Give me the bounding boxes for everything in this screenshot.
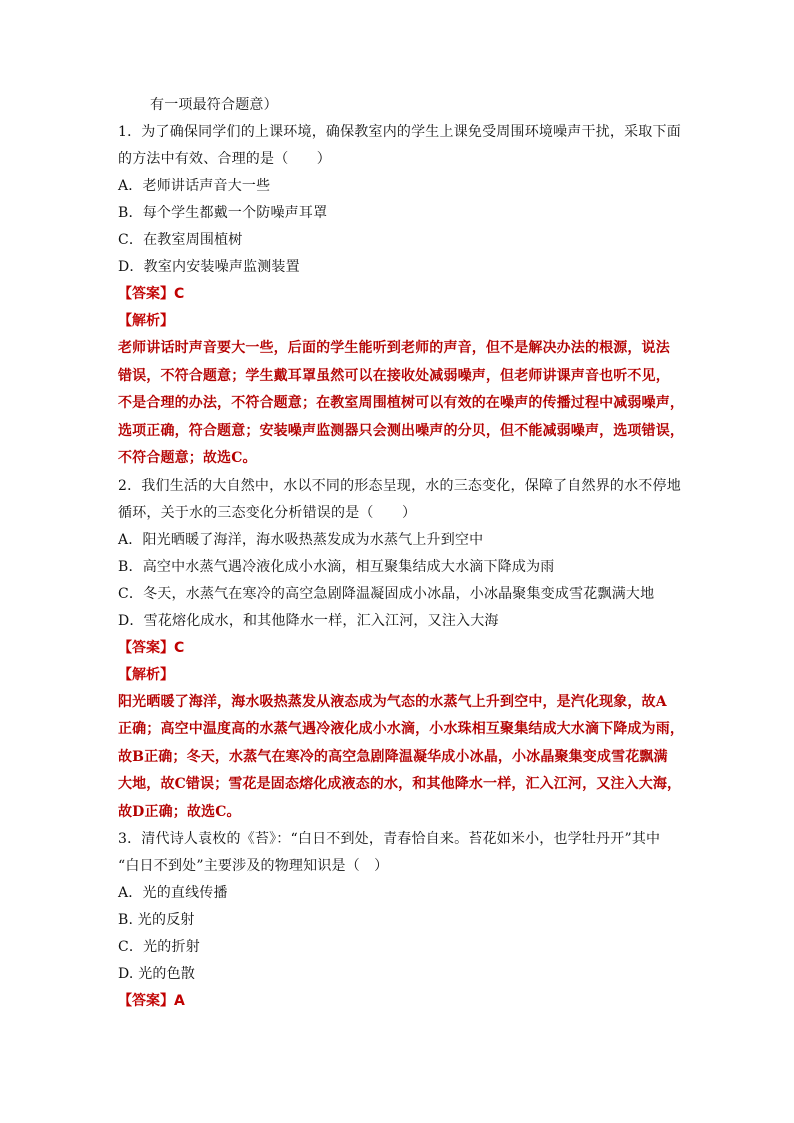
answer-value: A <box>174 993 185 1009</box>
answer-label: 【答案】 <box>118 639 174 656</box>
analysis-line: 选项正确，符合题意；安装噪声监测器只会测出噪声的分贝，但不能减弱噪声，选项错误， <box>118 422 684 439</box>
option-a: A．老师讲话声音大一些 <box>118 178 271 194</box>
answer-value: C <box>174 639 185 656</box>
question-stem-line: 2．我们生活的大自然中，水以不同的形态呈现，水的三态变化，保障了自然界的水不停地 <box>118 477 681 494</box>
section-intro: 有一项最符合题意） <box>150 97 278 113</box>
option-d: D．雪花熔化成水，和其他降水一样，汇入江河，又注入大海 <box>118 612 499 629</box>
analysis-line: 不符合题意；故选C。 <box>118 450 257 466</box>
question-3 <box>118 826 688 1015</box>
option-b: B．每个学生都戴一个防噪声耳罩 <box>118 205 328 221</box>
analysis-line: 阳光晒暖了海洋，海水吸热蒸发从液态成为气态的水蒸气上升到空中，是汽化现象，故A <box>118 693 667 710</box>
analysis-line: 故D正确；故选C。 <box>118 803 241 820</box>
answer-label: 【答案】 <box>118 993 174 1009</box>
question-stem-line: 1．为了确保同学们的上课环境，确保教室内的学生上课免受周围环境噪声干扰，采取下面 <box>118 124 681 140</box>
answer-value: C <box>174 286 185 302</box>
question-stem-line: “白日不到处”主要涉及的物理知识是（ ） <box>118 858 389 874</box>
answer-row <box>118 988 688 1015</box>
question-stem-line: 的方法中有效、合理的是（ ） <box>118 151 331 167</box>
document-content <box>118 92 688 1015</box>
analysis-line: 老师讲话时声音要大一些，后面的学生能听到老师的声音，但不是解决办法的根源，说法 <box>118 340 670 356</box>
answer-row <box>118 281 688 308</box>
option-a: A．阳光晒暖了海洋，海水吸热蒸发成为水蒸气上升到空中 <box>118 531 484 548</box>
option-c: C．在教室周围植树 <box>118 232 243 248</box>
option-b: B．高空中水蒸气遇冷液化成小水滴，相互聚集结成大水滴下降成为雨 <box>118 558 555 575</box>
analysis-line: 不是合理的办法，不符合题意；在教室周围植树可以有效的在噪声的传播过程中减弱噪声， <box>118 395 684 411</box>
analysis-label-text: 【解析】 <box>118 313 174 329</box>
analysis-text <box>118 689 688 827</box>
option-c: C．冬天，水蒸气在寒冷的高空急剧降温凝固成小冰晶，小冰晶聚集变成雪花飘满大地 <box>118 585 655 602</box>
option-b: B. 光的反射 <box>118 912 195 928</box>
analysis-line: 故B正确；冬天，水蒸气在寒冷的高空急剧降温凝华成小冰晶，小冰晶聚集变成雪花飘满 <box>118 748 668 765</box>
question-2 <box>118 473 688 827</box>
analysis-text <box>118 335 688 473</box>
analysis-line: 大地，故C错误；雪花是固态熔化成液态的水，和其他降水一样，汇入江河，又注入大海， <box>118 776 682 792</box>
option-a: A．光的直线传播 <box>118 885 228 901</box>
analysis-line: 错误，不符合题意；学生戴耳罩虽然可以在接收处减弱噪声，但老师讲课声音也听不见， <box>118 367 670 384</box>
answer-row <box>118 635 688 662</box>
option-d: D．教室内安装噪声监测装置 <box>118 259 300 275</box>
question-1 <box>118 119 688 473</box>
option-d: D. 光的色散 <box>118 966 196 982</box>
option-c: C．光的折射 <box>118 939 200 955</box>
analysis-line: 正确；高空中温度高的水蒸气遇冷液化成小水滴，小水珠相互聚集结成大水滴下降成为雨， <box>118 721 684 737</box>
analysis-label <box>118 662 688 689</box>
question-stem-line: 循环，关于水的三态变化分析错误的是（ ） <box>118 504 417 521</box>
analysis-label <box>118 308 688 335</box>
question-stem-line: 3．清代诗人袁枚的《苔》：“白日不到处，青春恰自来。苔花如米小，也学牡丹开”其中 <box>118 831 661 847</box>
analysis-label-text: 【解析】 <box>118 666 174 683</box>
answer-label: 【答案】 <box>118 286 174 302</box>
